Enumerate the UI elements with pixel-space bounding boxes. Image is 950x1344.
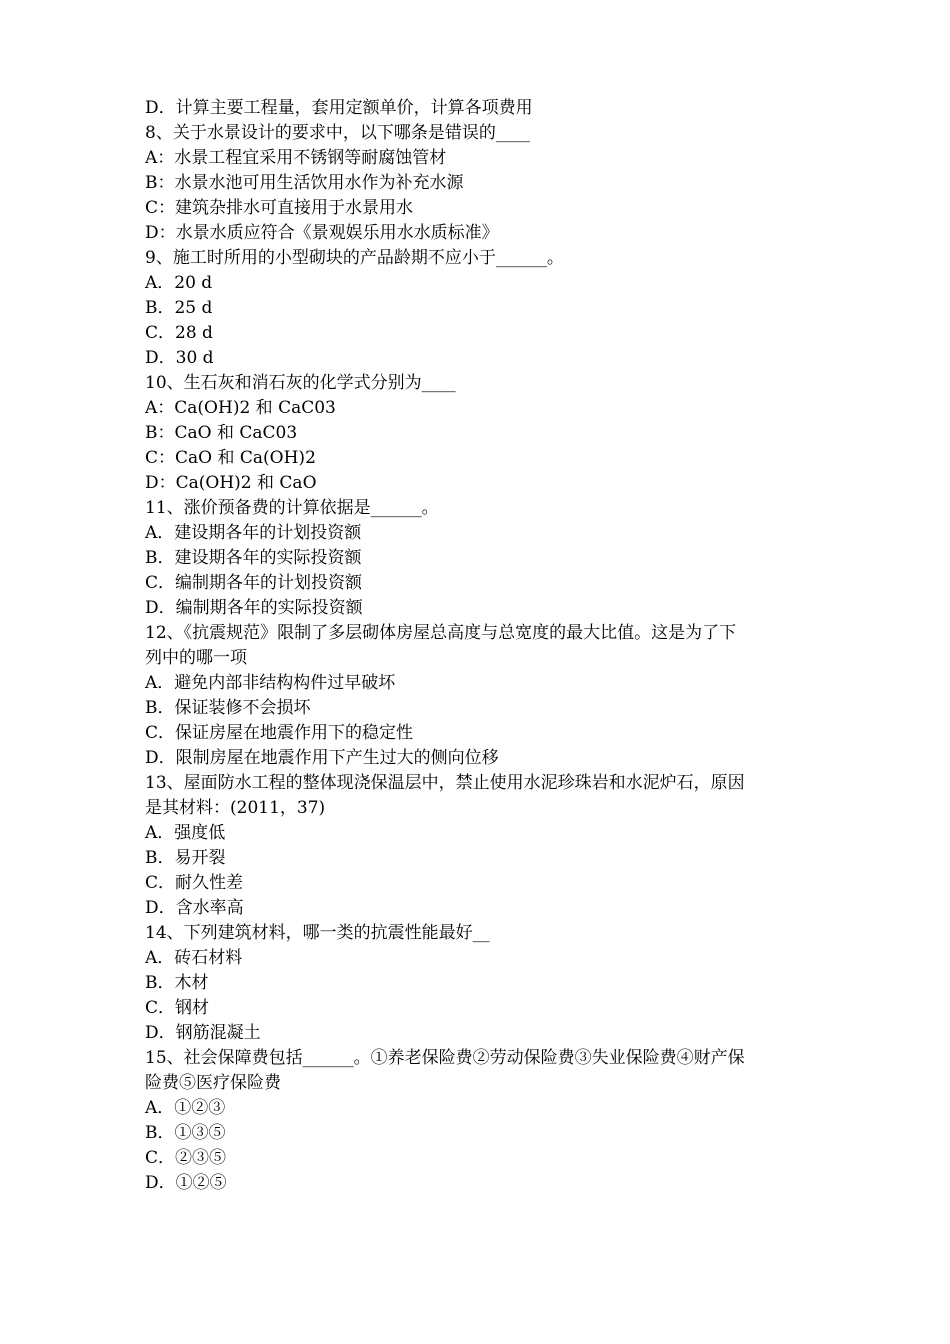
option-line: A．20 d [145, 273, 213, 293]
option-line: A：水景工程宜采用不锈钢等耐腐蚀管材 [145, 148, 447, 168]
question-13-continued: 是其材料：(2011，37) [145, 798, 326, 818]
question-15-continued: 险费⑤医疗保险费 [145, 1073, 281, 1093]
option-line: A．①②③ [145, 1098, 226, 1118]
option-line: B．①③⑤ [145, 1123, 226, 1143]
option-line: C：CaO 和 Ca(OH)2 [145, 448, 316, 468]
option-line: D：Ca(OH)2 和 CaO [145, 473, 317, 493]
option-line: C．耐久性差 [145, 873, 244, 893]
question-11: 11、涨价预备费的计算依据是______。 [145, 498, 439, 518]
option-line: D．①②⑤ [145, 1173, 227, 1193]
option-line: D：水景水质应符合《景观娱乐用水水质标准》 [145, 223, 499, 243]
option-line: B：水景水池可用生活饮用水作为补充水源 [145, 173, 464, 193]
option-line: C．保证房屋在地震作用下的稳定性 [145, 723, 414, 743]
question-14: 14、下列建筑材料，哪一类的抗震性能最好__ [145, 923, 490, 943]
question-13: 13、屋面防水工程的整体现浇保温层中，禁止使用水泥珍珠岩和水泥炉石，原因 [145, 773, 745, 793]
option-line: A．建设期各年的计划投资额 [145, 523, 362, 543]
option-line: D．30 d [145, 348, 214, 368]
option-line: A．强度低 [145, 823, 226, 843]
document-page [145, 96, 815, 1196]
option-line: B．建设期各年的实际投资额 [145, 548, 362, 568]
option-line: B．木材 [145, 973, 209, 993]
question-10: 10、生石灰和消石灰的化学式分别为____ [145, 373, 456, 393]
option-line: B：CaO 和 CaC03 [145, 423, 298, 443]
option-line: B．保证装修不会损坏 [145, 698, 311, 718]
question-12-continued: 列中的哪一项 [145, 648, 247, 668]
option-line: C．②③⑤ [145, 1148, 227, 1168]
option-line: A．砖石材料 [145, 948, 243, 968]
option-line: C：建筑杂排水可直接用于水景用水 [145, 198, 414, 218]
option-line: D．计算主要工程量，套用定额单价，计算各项费用 [145, 98, 533, 118]
option-line: B．25 d [145, 298, 213, 318]
option-line: C．钢材 [145, 998, 210, 1018]
option-line: B．易开裂 [145, 848, 226, 868]
option-line: A：Ca(OH)2 和 CaC03 [145, 398, 336, 418]
question-12: 12、《抗震规范》限制了多层砌体房屋总高度与总宽度的最大比值。这是为了下 [145, 623, 737, 643]
option-line: C．编制期各年的计划投资额 [145, 573, 363, 593]
option-line: C．28 d [145, 323, 213, 343]
question-8: 8、关于水景设计的要求中，以下哪条是错误的____ [145, 123, 530, 143]
question-9: 9、施工时所用的小型砌块的产品龄期不应小于______。 [145, 248, 564, 268]
option-line: A．避免内部非结构构件过早破坏 [145, 673, 396, 693]
option-line: D．编制期各年的实际投资额 [145, 598, 363, 618]
option-line: D．限制房屋在地震作用下产生过大的侧向位移 [145, 748, 499, 768]
question-15: 15、社会保障费包括______。①养老保险费②劳动保险费③失业保险费④财产保 [145, 1048, 745, 1068]
option-line: D．钢筋混凝土 [145, 1023, 261, 1043]
option-line: D．含水率高 [145, 898, 244, 918]
